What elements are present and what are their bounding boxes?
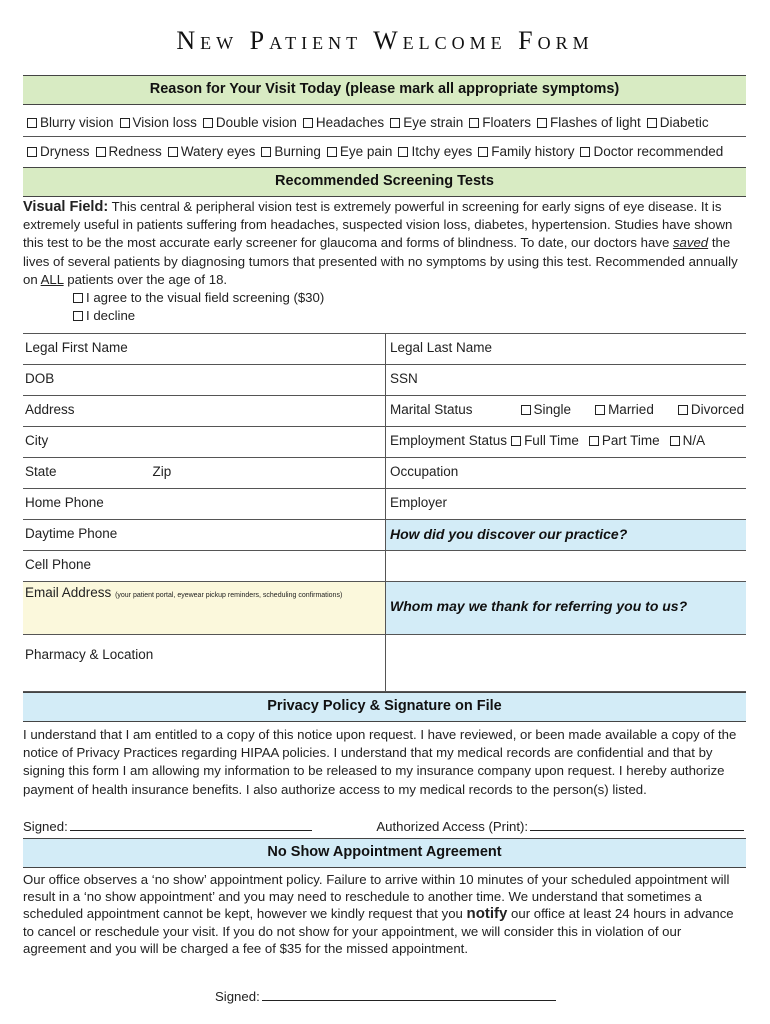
agree-label: I agree to the visual field screening ($30) (86, 290, 325, 306)
noshow-signature-row (215, 988, 615, 1006)
symptom-label: Doctor recommended (593, 144, 724, 159)
authorized-access-label: Authorized Access (Print): (376, 819, 529, 834)
symptom-option[interactable] (576, 144, 723, 159)
symptom-checkbox[interactable] (469, 118, 479, 128)
signature-line[interactable] (70, 818, 312, 831)
symptom-label: Dryness (40, 144, 90, 159)
symptom-checkbox[interactable] (96, 147, 106, 157)
privacy-text: I understand that I am entitled to a copy of this notice upon request. I have reviewed, or been made available a copy of the notice of Privacy Practices regarding HIPAA policies. I understand that my medical records are confidential and that by signing this form I am allowing my information to be released to my insurance company upon request. I hereby authorize payment of health insurance benefits. I also authorize access to my medical records to the person(s) listed. (23, 727, 737, 797)
employer-field[interactable] (385, 489, 746, 520)
symptom-option[interactable] (323, 144, 393, 159)
last-name-label: Legal Last Name (390, 340, 493, 355)
symptom-option[interactable] (23, 115, 114, 130)
cell-phone-field[interactable] (23, 551, 385, 582)
noshow-text (23, 871, 746, 957)
saved-word: saved (672, 235, 709, 251)
symptom-option[interactable] (92, 144, 162, 159)
symptom-label: Watery eyes (180, 144, 256, 159)
symptom-label: Eye strain (403, 115, 464, 130)
signed-label: Signed: (23, 819, 68, 834)
part-time-label: Part Time (601, 433, 660, 448)
married-label: Married (608, 402, 654, 417)
noshow-text-1: Our office observes a ‘no show’ appointment policy. Failure to arrive within 10 minutes of your scheduled appointment will result in a ‘no show appointment’ and you may need to reschedule to another time. We understand that sometimes a scheduled appointment cannot be kept, however we kindly request that you (23, 872, 730, 922)
symptom-label: Vision loss (132, 115, 197, 130)
symptom-option[interactable] (257, 144, 321, 159)
all-word: ALL (40, 271, 64, 287)
privacy-section-header: Privacy Policy & Signature on File (23, 692, 746, 722)
symptom-checkbox[interactable] (478, 147, 488, 157)
visual-field-text-2: the lives of several patients by diagnosing tumors that presented with no symptoms by using this test. Recommended annually on (23, 235, 738, 287)
employment-status-field (385, 427, 746, 458)
symptom-checkbox[interactable] (168, 147, 178, 157)
symptom-label: Floaters (482, 115, 531, 130)
symptom-checkbox[interactable] (120, 118, 130, 128)
symptom-label: Burning (274, 144, 321, 159)
screening-section-header: Recommended Screening Tests (23, 167, 746, 197)
referral-question: Whom may we thank for referring you to us? (390, 598, 688, 614)
na-label: N/A (682, 433, 706, 448)
symptom-option[interactable] (643, 115, 709, 130)
visual-field-text (23, 198, 746, 334)
noshow-text-2: our office at least 24 hours in advance to cancel or reschedule your visit. If you do not show for your appointment, we will consider this in violation of our agreement and you will be charged a fee of $35 for the missed appointment. (23, 906, 734, 956)
pharmacy-field[interactable] (23, 635, 385, 692)
symptom-checkbox[interactable] (27, 118, 37, 128)
symptom-label: Eye pain (339, 144, 393, 159)
agree-option[interactable] (69, 289, 746, 307)
symptom-option[interactable] (23, 144, 90, 159)
first-name-field[interactable] (23, 334, 385, 365)
decline-label: I decline (86, 308, 136, 324)
employer-label: Employer (390, 495, 448, 510)
symptom-label: Family history (491, 144, 575, 159)
symptom-option[interactable] (474, 144, 574, 159)
visual-field-text-3: patients over the age of 18. (63, 271, 228, 287)
single-checkbox[interactable] (521, 405, 531, 415)
symptom-checkbox[interactable] (261, 147, 271, 157)
full-time-checkbox[interactable] (511, 436, 521, 446)
referral-answer-field[interactable] (385, 635, 746, 692)
symptom-checkbox[interactable] (203, 118, 213, 128)
home-phone-field[interactable] (23, 489, 385, 520)
symptom-label: Double vision (215, 115, 297, 130)
decline-option[interactable] (69, 307, 746, 325)
symptom-label: Itchy eyes (411, 144, 473, 159)
symptom-option[interactable] (386, 115, 463, 130)
email-label: Email Address (25, 585, 112, 600)
visual-field-text-1: This central & peripheral vision test is extremely powerful in screening for early signs of eye disease. It is extremely useful in patients suffering from headaches, suspected vision loss, diabetes, hypertension. Studies have shown this test to be the most accurate early screener for glaucoma and forms of blindness. To date, our doctors have (23, 199, 733, 251)
symptom-checkbox[interactable] (390, 118, 400, 128)
married-checkbox[interactable] (595, 405, 605, 415)
city-field[interactable] (23, 427, 385, 458)
symptom-label: Flashes of light (550, 115, 641, 130)
symptoms-row-1 (23, 108, 746, 137)
single-label: Single (533, 402, 572, 417)
pharmacy-label: Pharmacy & Location (25, 647, 154, 662)
employment-status-label: Employment Status (390, 433, 508, 448)
dob-label: DOB (25, 371, 55, 386)
discover-field[interactable] (385, 520, 746, 551)
address-label: Address (25, 402, 75, 417)
na-checkbox[interactable] (670, 436, 680, 446)
occupation-field[interactable] (385, 458, 746, 489)
noshow-section-header: No Show Appointment Agreement (23, 838, 746, 868)
privacy-signature-row (23, 818, 746, 836)
symptom-checkbox[interactable] (303, 118, 313, 128)
email-note: (your patient portal, eyewear pickup reminders, scheduling confirmations) (115, 592, 343, 599)
zip-label: Zip (152, 464, 172, 479)
dob-field[interactable] (23, 365, 385, 396)
symptom-option[interactable] (533, 115, 641, 130)
city-label: City (25, 433, 49, 448)
ssn-field[interactable] (385, 365, 746, 396)
symptom-label: Redness (108, 144, 162, 159)
symptom-checkbox[interactable] (27, 147, 37, 157)
symptom-option[interactable] (394, 144, 472, 159)
decline-checkbox[interactable] (73, 311, 83, 321)
last-name-field[interactable] (385, 334, 746, 365)
email-field[interactable] (23, 582, 385, 635)
symptom-label: Headaches (315, 115, 385, 130)
cell-phone-label: Cell Phone (25, 557, 92, 572)
symptom-checkbox[interactable] (647, 118, 657, 128)
first-name-label: Legal First Name (25, 340, 128, 355)
symptom-checkbox[interactable] (398, 147, 408, 157)
ssn-label: SSN (390, 371, 418, 386)
part-time-checkbox[interactable] (589, 436, 599, 446)
symptom-checkbox[interactable] (580, 147, 590, 157)
symptom-option[interactable] (299, 115, 384, 130)
state-zip-field[interactable] (23, 458, 385, 489)
home-phone-label: Home Phone (25, 495, 104, 510)
symptom-option[interactable] (465, 115, 531, 130)
divorced-label: Divorced (690, 402, 745, 417)
state-label: State (25, 464, 57, 479)
noshow-signature-line[interactable] (262, 988, 556, 1001)
discover-answer-field[interactable] (385, 551, 746, 582)
form-title: New Patient Welcome Form (176, 26, 594, 55)
symptom-option[interactable] (116, 115, 197, 130)
noshow-signed-label: Signed: (215, 989, 260, 1004)
reason-section-header: Reason for Your Visit Today (please mark all appropriate symptoms) (23, 75, 746, 105)
full-time-label: Full Time (524, 433, 579, 448)
notify-word: notify (466, 905, 508, 923)
marital-status-field (385, 396, 746, 427)
visual-field-lead: Visual Field: (23, 199, 109, 215)
symptoms-row-2 (23, 137, 746, 166)
divorced-checkbox[interactable] (678, 405, 688, 415)
referral-field[interactable] (385, 582, 746, 635)
daytime-phone-label: Daytime Phone (25, 526, 118, 541)
authorized-access-line[interactable] (530, 818, 744, 831)
symptom-label: Diabetic (659, 115, 709, 130)
occupation-label: Occupation (390, 464, 459, 479)
discover-question: How did you discover our practice? (390, 526, 628, 542)
symptom-checkbox[interactable] (537, 118, 547, 128)
daytime-phone-field[interactable] (23, 520, 385, 551)
symptom-label: Blurry vision (40, 115, 114, 130)
symptom-option[interactable] (199, 115, 297, 130)
symptom-option[interactable] (164, 144, 256, 159)
marital-status-label: Marital Status (390, 402, 473, 417)
agree-checkbox[interactable] (73, 293, 83, 303)
address-field[interactable] (23, 396, 385, 427)
symptom-checkbox[interactable] (327, 147, 337, 157)
